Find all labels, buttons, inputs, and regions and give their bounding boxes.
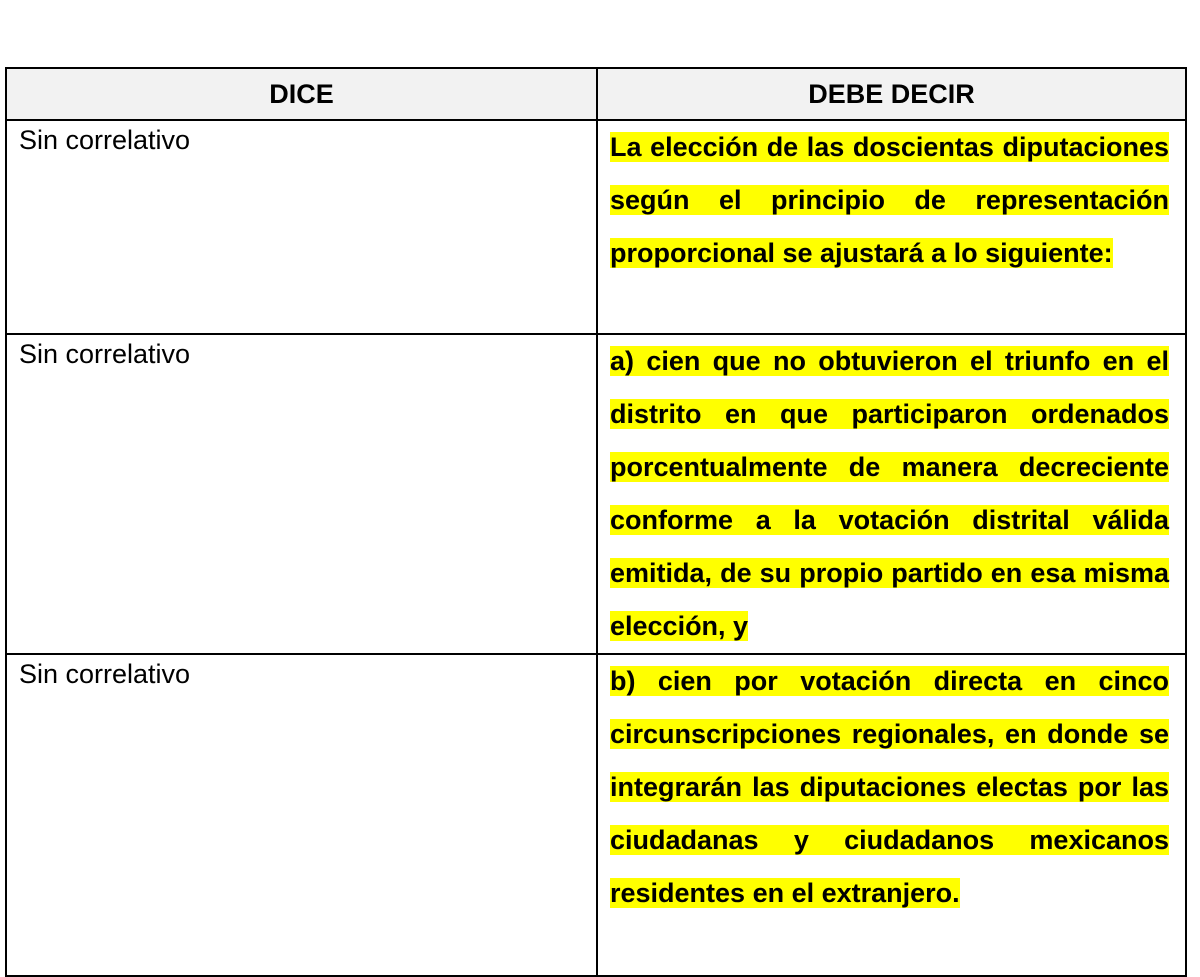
debe-decir-text: b) cien por votación directa en cinco circunscripciones regionales, en donde se integrarán las diputaciones electas por las ciudadanas y ciudadanos mexicanos residentes en el extranjero. [610, 666, 1169, 908]
debe-decir-cell [597, 654, 1186, 976]
debe-decir-cell [597, 120, 1186, 334]
table-header [6, 68, 1186, 120]
dice-text: Sin correlativo [19, 339, 191, 369]
dice-cell [6, 120, 597, 334]
dice-cell [6, 654, 597, 976]
dice-text: Sin correlativo [19, 659, 191, 689]
table-body [6, 120, 1186, 976]
dice-text: Sin correlativo [19, 125, 191, 155]
debe-decir-text: La elección de las doscientas diputaciones según el principio de representación proporcional se ajustará a lo siguiente: [610, 132, 1169, 268]
table-row [6, 654, 1186, 976]
comparison-table [5, 67, 1187, 977]
header-debe-decir: DEBE DECIR [597, 68, 1186, 120]
header-dice: DICE [6, 68, 597, 120]
header-row [6, 68, 1186, 120]
table-row [6, 120, 1186, 334]
debe-decir-text: a) cien que no obtuvieron el triunfo en el distrito en que participaron ordenados porcentualmente de manera decreciente conforme a la votación distrital válida emitida, de su propio partido en esa misma elección, y [610, 346, 1169, 641]
debe-decir-cell [597, 334, 1186, 654]
dice-cell [6, 334, 597, 654]
table-row [6, 334, 1186, 654]
